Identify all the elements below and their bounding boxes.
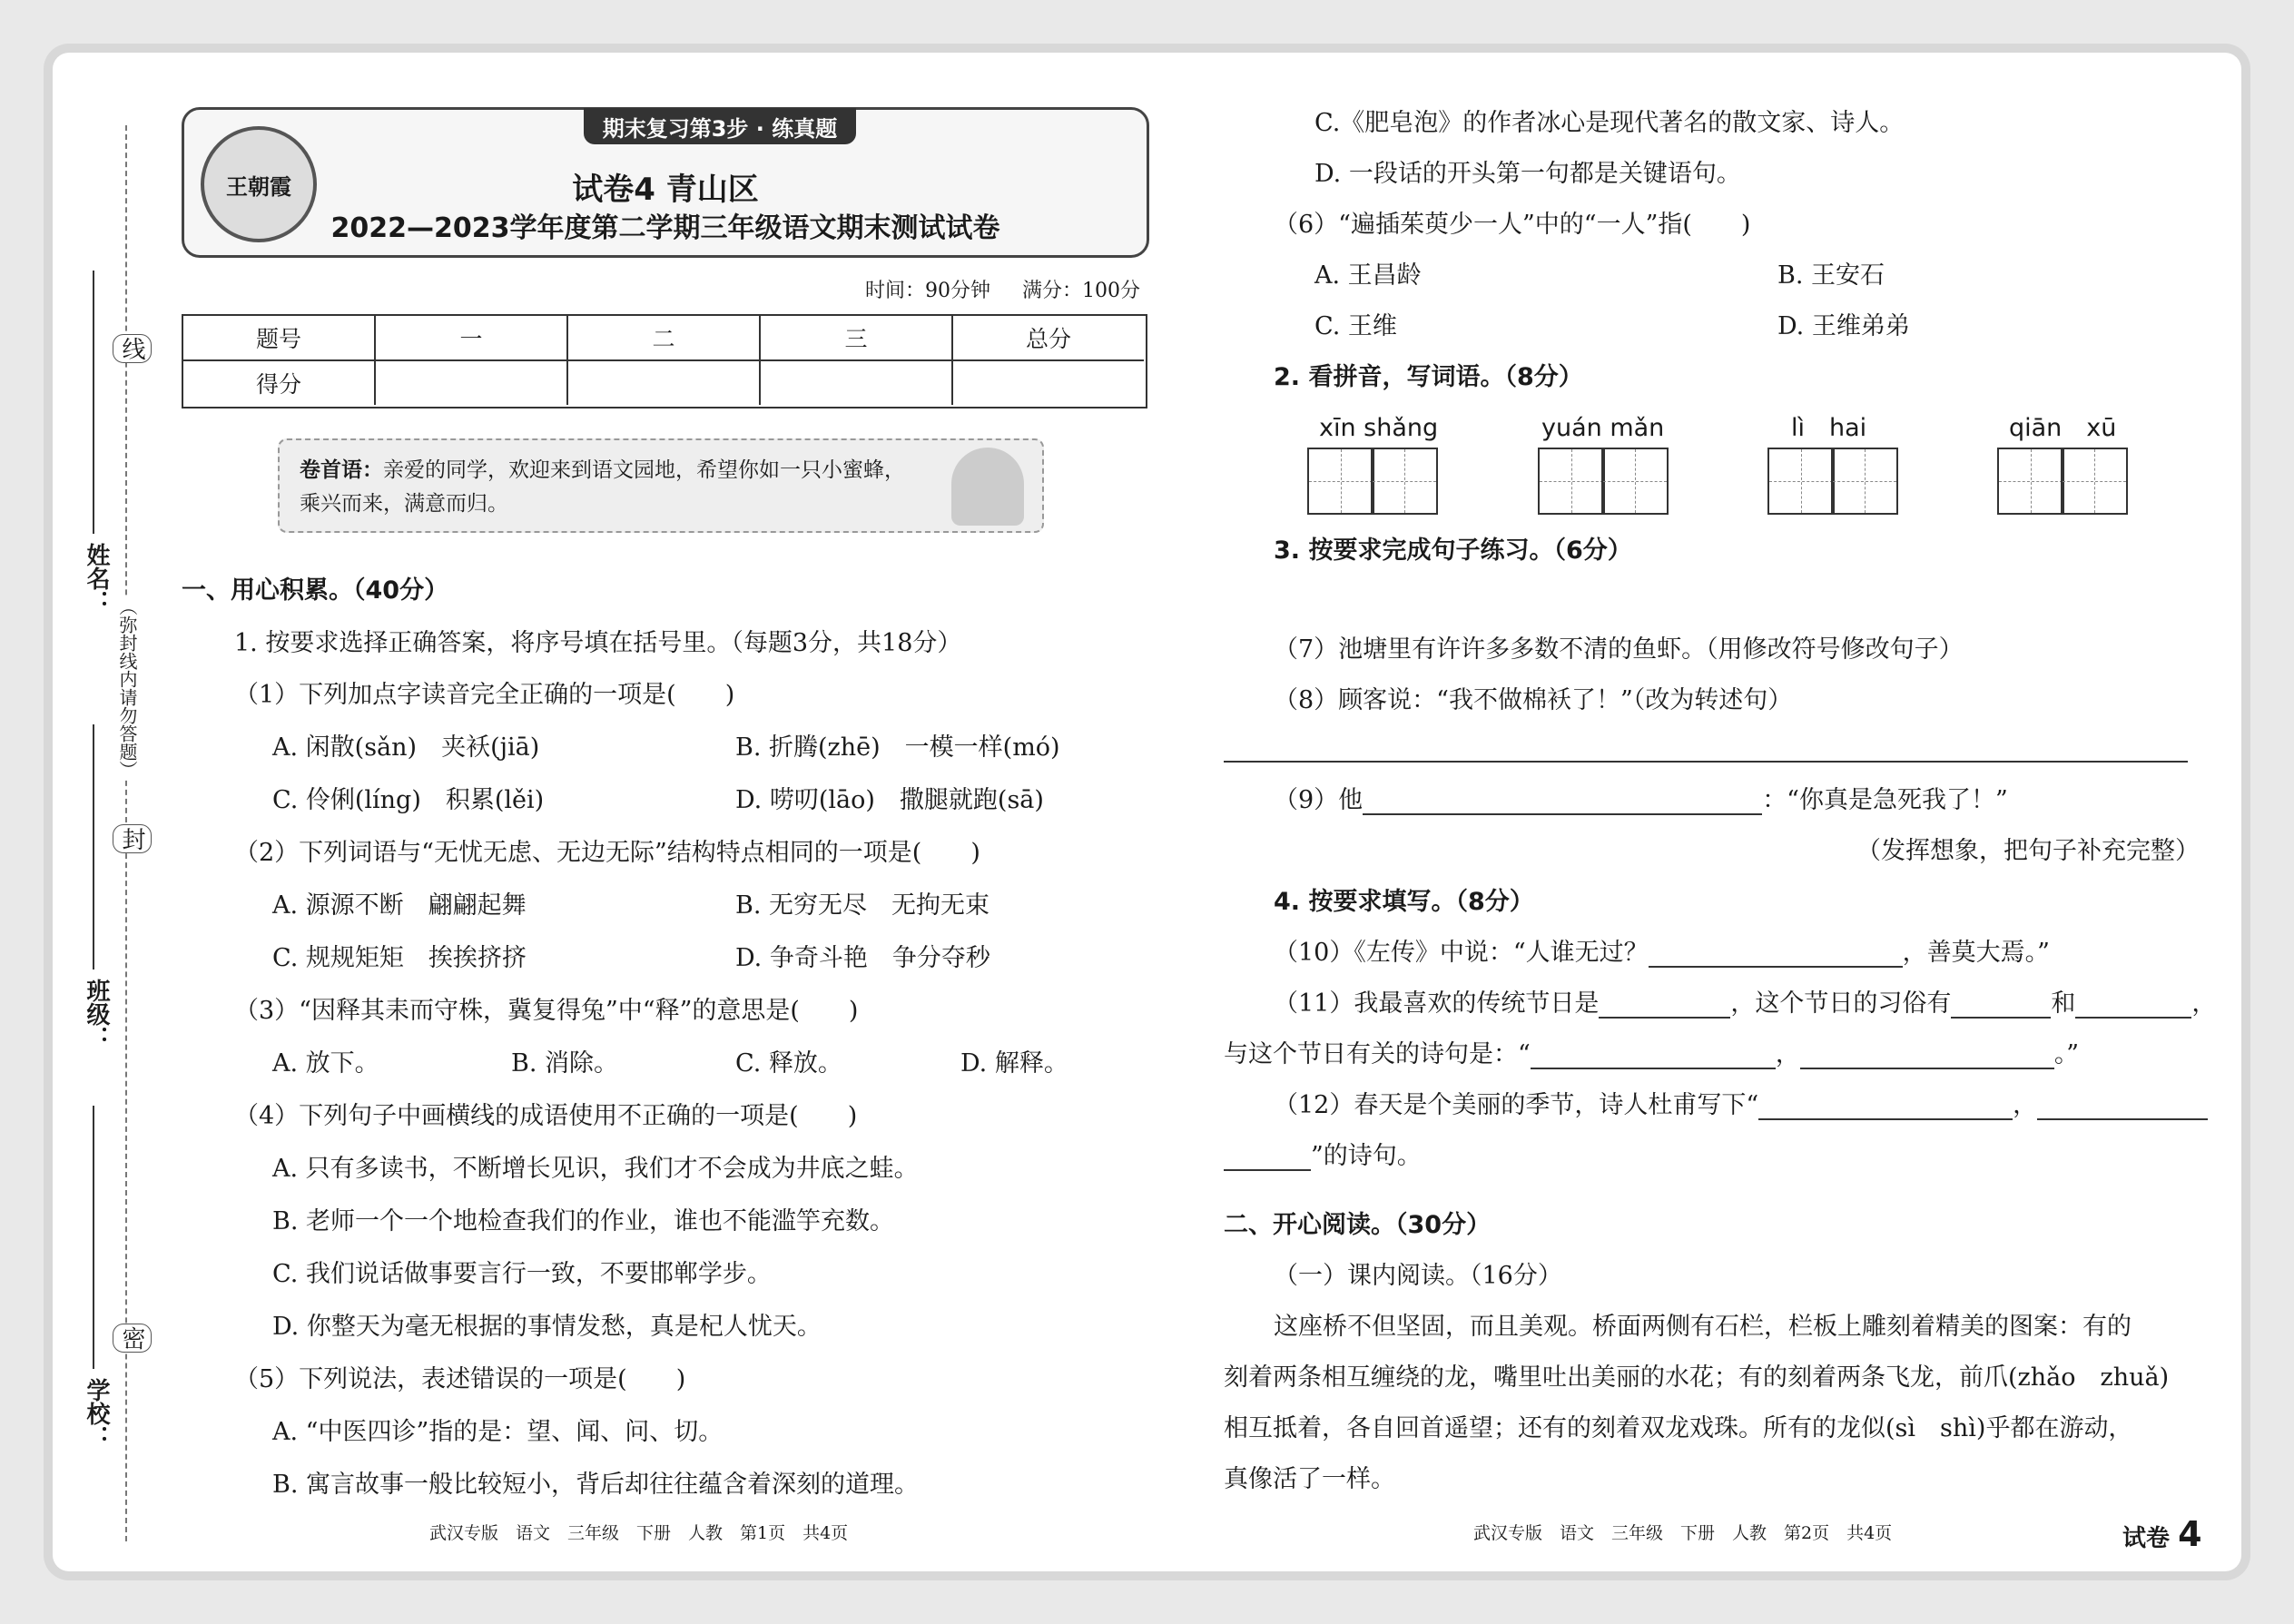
q4-11-close: 。” [2053,1040,2080,1068]
q4-12-sep: ， [2013,1091,2038,1119]
q4-10-start: （10）《左传》中说：“人谁无过？ [1274,939,1649,967]
q3-9-note: （发挥想象，把句子补充完整） [1856,837,2200,865]
section-2-title: 二、开心阅读。（30分） [1224,1211,1492,1239]
q1-3-a: A. 放下。 [272,1049,379,1078]
q4-10-end: ，善莫大焉。” [1902,939,2050,967]
score-row-label: 得分 [183,361,376,405]
paper-badge-number: 4 [2178,1514,2202,1554]
table-header: 二 [568,316,761,361]
binding-sidebar [80,89,153,1541]
q1-5-d: D. 一段话的开头第一句都是关键语句。 [1314,160,1741,188]
q4-11-comma: ， [2191,989,2217,1018]
q4-11-poem: 与这个节日有关的诗句是：“ [1224,1040,1531,1068]
answer-line-11a[interactable] [1599,993,1730,1019]
exam-subtitle: 2022—2023学年度第二学期三年级语文期末测试试卷 [330,212,1000,244]
table-header: 三 [761,316,953,361]
writing-box[interactable] [1307,448,1374,515]
q1-5-c: C.《肥皂泡》的作者冰心是现代著名的散文家、诗人。 [1314,109,1905,137]
table-header: 一 [376,316,568,361]
answer-line-12c[interactable] [1224,1146,1311,1171]
score-cell[interactable] [568,361,761,405]
pinyin-1: xīn shǎng [1319,414,1439,442]
q1-stem: 1. 按要求选择正确答案，将序号填在括号里。（每题3分，共18分） [234,629,962,657]
q1-2-a: A. 源源不断 翩翩起舞 [272,891,527,920]
subsection-1-title: （一）课内阅读。（16分） [1274,1262,1562,1290]
q2-stem: 2. 看拼音，写词语。（8分） [1274,363,1583,391]
q1-3: （3）“因释其耒而守株，冀复得兔”中“释”的意思是( ) [234,997,859,1025]
school-label: 学校： [83,1378,110,1449]
q1-4-d: D. 你整天为毫无根据的事情发愁，真是杞人忧天。 [272,1313,822,1341]
q1-1: （1）下列加点字读音完全正确的一项是( ) [234,681,735,709]
answer-line-11d[interactable] [1531,1044,1776,1069]
intro-box [278,438,1044,533]
writing-box[interactable] [1997,448,2064,515]
q4-12-end: ”的诗句。 [1311,1142,1422,1170]
answer-line-11e[interactable] [1800,1044,2054,1069]
q1-4-c: C. 我们说话做事要言行一致，不要邯郸学步。 [272,1260,772,1288]
q1-4-b: B. 老师一个一个地检查我们的作业，谁也不能滥竽充数。 [272,1207,895,1235]
q1-2-b: B. 无穷无尽 无拘无束 [735,891,990,920]
q3-8: （8）顾客说：“我不做棉袄了！”（改为转述句） [1274,686,1793,714]
pinyin-3: lì hai [1791,414,1867,442]
passage-line: 刻着两条相互缠绕的龙，嘴里吐出美丽的水花；有的刻着两条飞龙，前爪(zhǎo zhuǎ) [1224,1363,2170,1392]
name-label: 姓名： [83,543,110,614]
school-field[interactable] [93,1106,94,1369]
q3-7: （7）池塘里有许许多多数不清的鱼虾。（用修改符号修改句子） [1274,635,1964,664]
q4-11-and: 和 [2051,989,2076,1018]
page-footer-right: 武汉专版 语文 三年级 下册 人教 第2页 共4页 [1473,1523,1893,1543]
q3-9-start: （9）他 [1274,786,1364,814]
q1-6-a: A. 王昌龄 [1314,261,1422,290]
exam-title: 试卷4 青山区 [572,172,759,208]
score-cell[interactable] [761,361,953,405]
passage-line: 这座桥不但坚固，而且美观。桥面两侧有石栏，栏板上雕刻着精美的图案：有的 [1274,1313,2132,1341]
answer-line-10[interactable] [1649,942,1903,968]
intro-label: 卷首语： [300,458,383,482]
q1-2: （2）下列词语与“无忧无虑、无边无际”结构特点相同的一项是( ) [234,839,980,867]
q4-11-mid: ，这个节日的习俗有 [1730,989,1952,1018]
pinyin-4: qiān xū [2009,414,2117,442]
q4-11-sep: ， [1775,1040,1800,1068]
q1-6-c: C. 王维 [1314,312,1397,340]
exam-header-banner [182,107,1149,258]
q1-2-d: D. 争奇斗艳 争分夺秒 [735,944,990,972]
table-header: 题号 [183,316,376,361]
q1-1-a: A. 闲散(sǎn) 夹袄(jiā) [272,733,540,762]
no-answer-note: （弥封线内请勿答题） [114,597,141,779]
q1-3-b: B. 消除。 [511,1049,619,1078]
q4-12-start: （12）春天是个美丽的季节，诗人杜甫写下“ [1274,1091,1759,1119]
q1-3-c: C. 释放。 [735,1049,842,1078]
exam-time: 时间：90分钟 [865,280,990,302]
answer-line-9[interactable] [1363,790,1762,815]
class-label: 班级： [83,979,110,1049]
q1-3-d: D. 解释。 [960,1049,1068,1078]
exam-full-score: 满分：100分 [1022,280,1140,302]
q1-1-d: D. 唠叨(lāo) 撒腿就跑(sā) [735,786,1044,814]
q1-6-d: D. 王维弟弟 [1777,312,1910,340]
q1-6: （6）“遍插茱萸少一人”中的“一人”指( ) [1274,211,1751,239]
paper-badge: 试卷 [2122,1525,2171,1552]
score-table [182,314,1147,408]
q1-5: （5）下列说法，表述错误的一项是( ) [234,1365,686,1393]
q1-1-c: C. 伶俐(líng) 积累(lěi) [272,786,545,814]
class-field[interactable] [93,724,94,969]
q1-5-b: B. 寓言故事一般比较短小，背后却往往蕴含着深刻的道理。 [272,1471,920,1499]
writing-box[interactable] [1371,448,1438,515]
secret-mark: 密 [113,1324,152,1353]
seal-mark: 封 [113,824,152,853]
logo-text: 王朝霞 [226,173,291,200]
q1-1-b: B. 折腾(zhē) 一模一样(mó) [735,733,1060,762]
teacher-illustration [951,448,1024,526]
q1-4-a: A. 只有多读书，不断增长见识，我们才不会成为井底之蛙。 [272,1155,919,1183]
answer-line-12a[interactable] [1758,1095,2013,1120]
answer-line-12b[interactable] [2037,1095,2208,1120]
pinyin-2: yuán mǎn [1541,414,1665,442]
writing-box[interactable] [1538,448,1605,515]
page-footer-left: 武汉专版 语文 三年级 下册 人教 第1页 共4页 [429,1523,849,1543]
name-field[interactable] [93,271,94,534]
q3-stem: 3. 按要求完成句子练习。（6分） [1274,536,1632,565]
score-cell[interactable] [953,361,1144,405]
q1-6-b: B. 王安石 [1777,261,1885,290]
writing-box[interactable] [1767,448,1835,515]
answer-line-11c[interactable] [2075,993,2191,1019]
line-mark: 线 [113,334,152,363]
writing-box[interactable] [1601,448,1669,515]
q1-2-c: C. 规规矩矩 挨挨挤挤 [272,944,527,972]
answer-line-8[interactable] [1224,761,2188,763]
review-tag: 期末复习第3步 · 练真题 [584,108,856,144]
passage-line: 相互抵着，各自回首遥望；还有的刻着双龙戏珠。所有的龙似(sì shì)乎都在游动， [1224,1414,2133,1442]
score-cell[interactable] [376,361,568,405]
section-1-title: 一、用心积累。（40分） [182,576,449,605]
writing-box[interactable] [1831,448,1898,515]
q4-stem: 4. 按要求填写。（8分） [1274,888,1534,916]
exam-sheet [53,53,2241,1571]
q4-11-start: （11）我最喜欢的传统节日是 [1274,989,1600,1018]
q3-9-end: ：“你真是急死我了！” [1762,786,2008,814]
intro-text-2: 乘兴而来，满意而归。 [300,492,508,516]
table-header: 总分 [953,316,1144,361]
passage-line: 真像活了一样。 [1224,1465,1395,1493]
q1-5-a: A. “中医四诊”指的是：望、闻、问、切。 [272,1418,724,1446]
q1-4: （4）下列句子中画横线的成语使用不正确的一项是( ) [234,1102,858,1130]
writing-box[interactable] [2061,448,2128,515]
intro-text: 亲爱的同学，欢迎来到语文园地，希望你如一只小蜜蜂， [383,458,905,482]
answer-line-11b[interactable] [1951,993,2051,1019]
